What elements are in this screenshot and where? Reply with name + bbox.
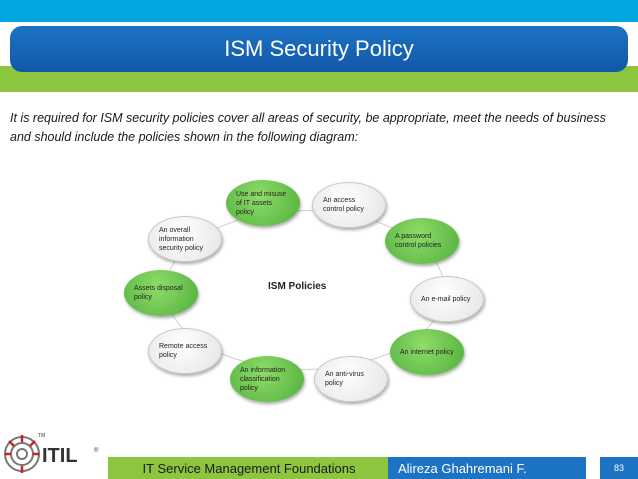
node-information-classification-policy: An information classification policy — [230, 356, 304, 402]
node-anti-virus-policy: An anti-virus policy — [314, 356, 388, 402]
footer-author: Alireza Ghahremani F. — [388, 457, 586, 479]
node-access-control-policy: An access control policy — [312, 182, 386, 228]
svg-text:®: ® — [94, 448, 99, 454]
itil-logo-text: ITIL — [42, 445, 78, 467]
itil-logo — [2, 430, 112, 476]
svg-text:TM: TM — [38, 433, 46, 439]
intro-paragraph: It is required for ISM security policies cover all areas of security, be appropriate, meet the needs of business and should include the policies shown in the following diagram: — [10, 111, 606, 144]
node-overall-information-security-policy: An overall information security policy — [148, 216, 222, 262]
node-internet-policy: An internet policy — [390, 329, 464, 375]
diagram-center-label: ISM Policies — [268, 281, 327, 292]
node-remote-access-policy: Remote access policy — [148, 328, 222, 374]
footer-course-title: IT Service Management Foundations — [108, 457, 390, 479]
node-password-control-policy: A password control policies — [385, 218, 459, 264]
page-number: 83 — [600, 457, 638, 479]
title-bar — [10, 26, 628, 72]
ism-policies-diagram — [110, 172, 500, 402]
slide-title: ISM Security Policy — [224, 36, 414, 61]
node-email-policy: An e-mail policy — [410, 276, 484, 322]
node-assets-disposal-policy: Assets disposal policy — [124, 270, 198, 316]
node-use-misuse-policy: Use and misuse of IT assets policy — [226, 180, 300, 226]
top-accent-strip — [0, 0, 638, 22]
